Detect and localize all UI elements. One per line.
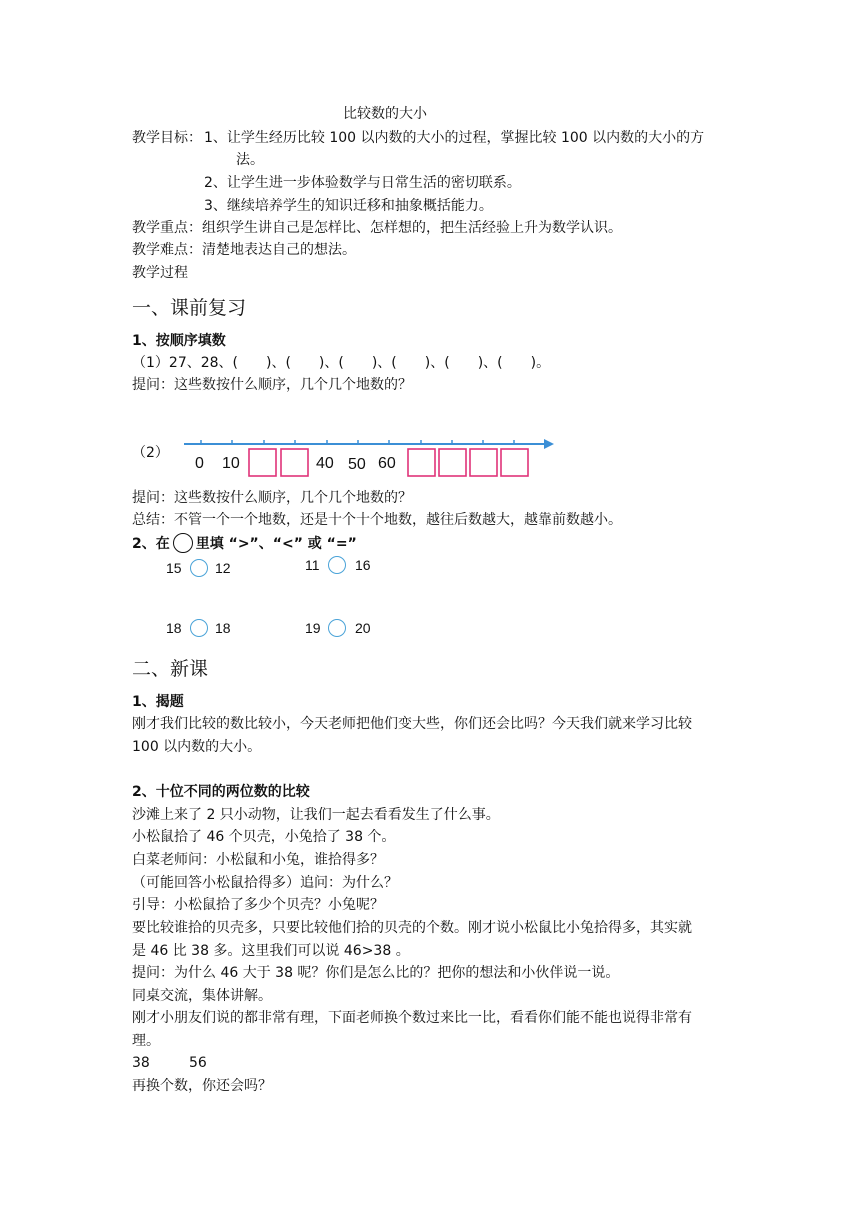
- numline-label-60: 60: [378, 455, 396, 472]
- goal-3: 3、继续培养学生的知识迁移和抽象概括能力。: [204, 198, 493, 214]
- numline-label-40: 40: [316, 455, 334, 472]
- s1-question-1: （1）27、28、( )、( )、( )、( )、( )、( )。: [132, 355, 551, 371]
- s2-number-38: 38: [132, 1055, 150, 1071]
- key-point: 教学重点：组织学生讲自己是怎样比、怎样想的，把生活经验上升为数学认识。: [132, 220, 622, 236]
- s1-item2-pre: 2、在: [132, 536, 170, 552]
- s1-item2-title: [132, 533, 357, 554]
- s2-line-11: 理。: [132, 1033, 160, 1049]
- compare-a-1: 15: [166, 560, 182, 576]
- compare-b-2: 16: [355, 557, 371, 573]
- compare-b-3: 18: [215, 620, 231, 636]
- process-heading: 教学过程: [132, 265, 188, 281]
- s2-line-6: 要比较谁拾的贝壳多，只要比较他们拾的贝壳的个数。刚才说小松鼠比小兔拾得多，其实就: [132, 920, 692, 936]
- numline-label: （2）: [132, 445, 169, 461]
- compare-circle-icon: [190, 559, 208, 577]
- s2-number-56: 56: [189, 1055, 207, 1071]
- s2-item2-title: 2、十位不同的两位数的比较: [132, 784, 310, 800]
- compare-a-4: 19: [305, 620, 321, 636]
- blank-box: [408, 449, 435, 476]
- goals-label: 教学目标：: [132, 130, 202, 146]
- s2-line-3: 白菜老师问：小松鼠和小兔，谁拾得多？: [132, 852, 384, 868]
- numline-label-0: 0: [195, 455, 204, 472]
- compare-b-1: 12: [215, 560, 231, 576]
- lesson-title: 比较数的大小: [343, 106, 427, 122]
- s2-line-12: 再换个数，你还会吗？: [132, 1078, 272, 1094]
- number-line-arrow: [544, 439, 554, 449]
- compare-b-4: 20: [355, 620, 371, 636]
- numline-label-10: 10: [222, 455, 240, 472]
- compare-circle-icon: [328, 619, 346, 637]
- s2-item1-title: 1、揭题: [132, 694, 184, 710]
- s1-ask-2: 提问：这些数按什么顺序，几个几个地数的？: [132, 490, 412, 506]
- numline-label-50: 50: [348, 456, 366, 473]
- goal-1-line-1: 1、让学生经历比较 100 以内数的大小的过程，掌握比较 100 以内数的大小的方: [204, 130, 705, 146]
- difficulty: 教学难点：清楚地表达自己的想法。: [132, 242, 356, 258]
- s1-item1-title: 1、按顺序填数: [132, 333, 226, 349]
- s2-line-2: 小松鼠拾了 46 个贝壳，小兔拾了 38 个。: [132, 829, 396, 845]
- compare-a-2: 11: [305, 557, 320, 573]
- s2-para1-line1: 刚才我们比较的数比较小，今天老师把他们变大些，你们还会比吗？今天我们就来学习比较: [132, 716, 692, 732]
- s1-item2-post: 里填 “>”、“<” 或 “=”: [195, 536, 357, 552]
- blank-box: [439, 449, 466, 476]
- blank-box: [501, 449, 528, 476]
- s2-para1-line2: 100 以内数的大小。: [132, 739, 262, 755]
- goal-1-line-2: 法。: [236, 152, 264, 168]
- blank-box: [249, 449, 276, 476]
- s2-line-10: 刚才小朋友们说的都非常有理，下面老师换个数过来比一比，看看你们能不能也说得非常有: [132, 1010, 692, 1026]
- section-1-heading: 一、课前复习: [132, 297, 247, 319]
- blank-box: [281, 449, 308, 476]
- section-2-heading: 二、新课: [132, 658, 209, 680]
- compare-circle-icon: [328, 556, 346, 574]
- s2-line-7: 是 46 比 38 多。这里我们可以说 46>38 。: [132, 943, 410, 959]
- goal-2: 2、让学生进一步体验数学与日常生活的密切联系。: [204, 175, 521, 191]
- s1-ask-1: 提问：这些数按什么顺序，几个几个地数的？: [132, 377, 412, 393]
- blank-circle-icon: [173, 533, 193, 553]
- s2-line-8: 提问：为什么 46 大于 38 呢？你们是怎么比的？把你的想法和小伙伴说一说。: [132, 965, 620, 981]
- s1-summary: 总结：不管一个一个地数，还是十个十个地数，越往后数越大，越靠前数越小。: [132, 512, 622, 528]
- blank-box: [470, 449, 497, 476]
- compare-a-3: 18: [166, 620, 182, 636]
- s2-line-4: （可能回答小松鼠拾得多）追问：为什么？: [132, 875, 398, 891]
- s2-line-9: 同桌交流，集体讲解。: [132, 988, 272, 1004]
- s2-line-1: 沙滩上来了 2 只小动物，让我们一起去看看发生了什么事。: [132, 807, 500, 823]
- compare-circle-icon: [190, 619, 208, 637]
- s2-line-5: 引导：小松鼠拾了多少个贝壳？小兔呢？: [132, 897, 384, 913]
